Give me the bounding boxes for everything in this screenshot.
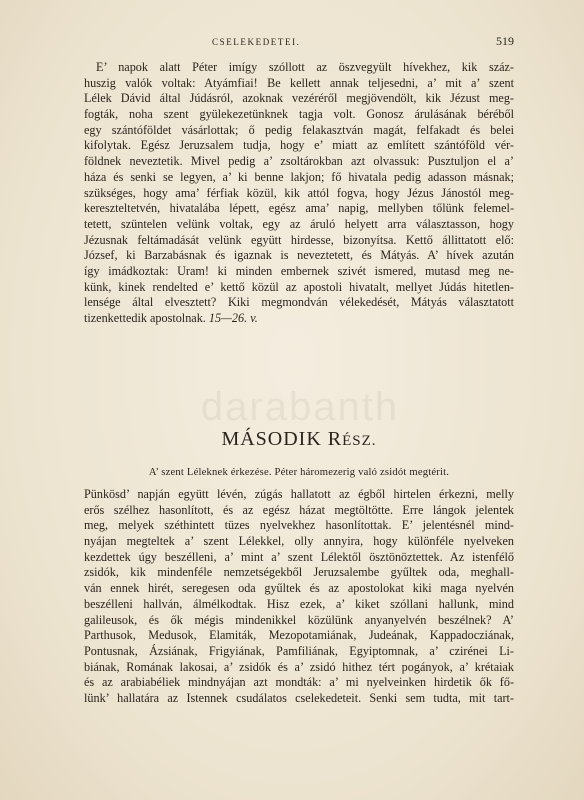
page-number: 519 [496,34,514,48]
text-line: erős szélhez hasonlított, és az egész házat megtöltötte. Erre lángok jelentek [84,502,514,517]
section-summary: A’ szent Léleknek érkezése. Péter háromezerig való zsidót megtérit. [148,467,450,478]
text-line: lensége által elvesztett? Kiki megmondván vélekedését, Mátyás választatott [84,295,514,310]
text-line-last [84,311,514,327]
text-line: kifolytak. Egész Jeruzsalem tudja, hogy e’ miatt az említett szántóföld vér- [84,138,514,153]
section-one-text [84,60,514,327]
watermark: darabanth [200,385,400,429]
text-line: tetett, szüntelen velünk voltak, egy az áruló helyett arra választasson, hogy [84,216,514,231]
text-line: József, ki Barzabásnak és igaznak is neveztetett, és Mátyás. A’ hívek azután [84,248,514,263]
text-line: huszig valók voltak: Atyámfiai! Be kellett annak teljesedni, a’ mit a’ szent [84,75,514,90]
text-line: beszélleni hallván, álmélkodtak. Hisz ezek, a’ kiket szóllani hallunk, mind [84,596,514,611]
text-line: künk, kinek rendelted e’ kettő közül az apostoli hivatalt, mellyet Júdás hitetlen- [84,279,514,294]
text-line: és az arabiabéliek mindnyájan azt mondták: a’ mi nyelveinken hirdetik ők fő- [84,675,514,690]
section-heading [84,428,514,451]
text-line: Jézusnak feltámadását velünk együtt hirdesse, bizonyítsa. Kettő állittatott elő: [84,232,514,247]
text-line: szükséges, hogy ama’ férfiak közül, kik attól fogva, hogy Jézus Jánostól meg- [84,185,514,200]
heading-cap: R [327,428,343,450]
running-head [84,34,514,49]
text-line: Lélek Dávid által Júdásról, azoknak vezéréről megjövendölt, kik Jézust meg- [84,91,514,106]
text-line: földnek neveztetik. Mivel pedig a’ zsoltárokban azt olvassuk: Pusztuljon el a’ [84,154,514,169]
text-line: E’ napok alatt Péter imígy szóllott az öszvegyült hívekhez, kik száz- [96,60,514,74]
verse-reference: 15—26. v. [208,311,258,325]
text-line: egy szántóföldet vásárlottak; ő pedig felakasztván magát, felfakadt és belei [84,122,514,137]
text-line: Parthusok, Medusok, Elamiták, Mezopotamiának, Judeának, Kappadocziának, [84,628,514,643]
text-line: kereszteltetvén, hivatalába lépett, egész ama’ napig, mellyben tőlünk felemel- [84,201,514,216]
section-two-text [84,487,514,707]
text-line: nyájan megteltek a’ szent Lélekkel, olly annyira, hogy különféle nyelveken [84,534,514,549]
text-line: kezdettek úgy beszélleni, a’ mint a’ szent Lélektől ösztönöztettek. Az istenfélő [84,549,514,564]
heading-rest: ÉSZ. [342,433,377,449]
text-line: galileusok, és ők mégis mindenikkel közülünk anyanyelvén beszélnek? A’ [84,612,514,627]
running-head-title: CSELEKEDETEI. [212,37,301,47]
text-line: fogták, noha szent gyülekezetünknek tagja volt. Gonosz árulásának béréből [84,107,514,122]
text-line: így imádkoztak: Uram! ki minden embernek szivét ismered, mutasd meg ne- [84,263,514,278]
text-line: biának, Romának lakosai, a’ zsidók és a’ zsidó hithez tért pogányok, a’ krétaiak [84,659,514,674]
text-line: ván ennek hirét, seregesen oda gyűltek és az apostolokat kiki maga nyelvén [84,581,514,596]
text-line: zsidók, kik mindenféle nemzetségekből Jeruzsalembe gyűltek oda, meghall- [84,565,514,580]
text-line: meg, melyek széthintett tüzes nyelvekhez hasonlítottak. E’ jelentésnél mind- [84,518,514,533]
text-line: Pontusnak, Ázsiának, Frigyiának, Pamfiliának, Egyiptomnak, a’ czirénei Li- [84,643,514,658]
text-line-content: tizenkettedik apostolnak. [84,311,206,325]
heading-word-first: MÁSODIK [221,428,322,450]
text-line: lünk’ hallatára az Istennek csudálatos cselekedeteit. Senki sem tudta, mit tart- [84,690,514,705]
text-line: háza és senki se legyen, a’ ki benne lakjon; fő hivatala pedig adasson másnak; [84,169,514,184]
text-line: Pünkösd’ napján együtt lévén, zúgás hallatott az égből hirtelen érkezni, melly [84,487,514,501]
